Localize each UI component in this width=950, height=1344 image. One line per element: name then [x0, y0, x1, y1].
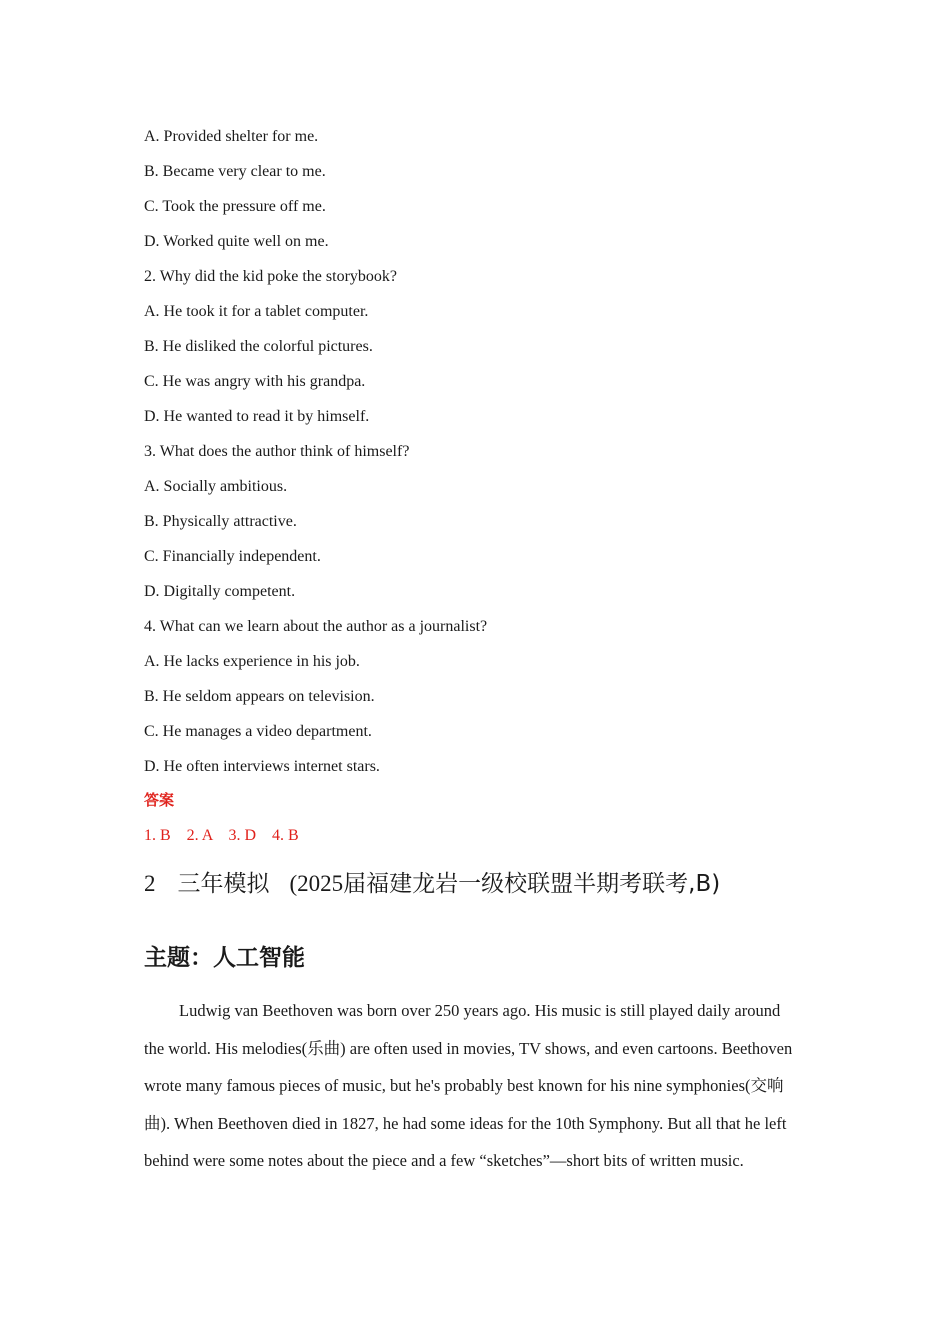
section-title: 三年模拟 [177, 871, 270, 897]
q2-option-c: C. He was angry with his grandpa. [144, 373, 366, 390]
q1-option-a: A. Provided shelter for me. [144, 128, 319, 145]
q4-option-b: B. He seldom appears on television. [144, 688, 375, 705]
q1-option-b: B. Became very clear to me. [144, 163, 326, 180]
q4-option-d: D. He often interviews internet stars. [144, 758, 380, 775]
q4-stem: 4. What can we learn about the author as a journalist? [144, 618, 488, 635]
section-source-text: 届福建龙岩一级校联盟半期考联考,B) [343, 871, 721, 897]
q3-option-c: C. Financially independent. [144, 548, 321, 565]
q2-option-a: A. He took it for a tablet computer. [144, 303, 369, 320]
q2-option-d: D. He wanted to read it by himself. [144, 408, 370, 425]
topic-heading: 主题：人工智能 [144, 945, 305, 971]
q3-stem: 3. What does the author think of himself? [144, 443, 410, 460]
q2-option-b: B. He disliked the colorful pictures. [144, 338, 373, 355]
q4-option-c: C. He manages a video department. [144, 723, 372, 740]
q3-option-a: A. Socially ambitious. [144, 478, 288, 495]
q3-option-d: D. Digitally competent. [144, 583, 296, 600]
section-source [290, 871, 721, 897]
section-number: 2 [144, 871, 156, 896]
answer-label: 答案 [144, 791, 175, 809]
section-source-year: (2025 [289, 871, 344, 896]
q2-stem: 2. Why did the kid poke the storybook? [144, 268, 397, 285]
section-heading [144, 869, 720, 899]
q1-option-d: D. Worked quite well on me. [144, 233, 329, 250]
answer-text: 1. B 2. A 3. D 4. B [144, 827, 299, 844]
q4-option-a: A. He lacks experience in his job. [144, 653, 360, 670]
q1-option-c: C. Took the pressure off me. [144, 198, 326, 215]
passage-paragraph: Ludwig van Beethoven was born over 250 years ago. His music is still played daily around the world. His melodies(乐曲) are often used in movies, TV shows, and even cartoons. Beethoven wrote many famous pieces of music, but he's probably best known for his nine symphonies(交响曲). When Beethoven died in 1827, he had some ideas for the 10th Symphony. But all that he left behind were some notes about the piece and a few “sketches”—short bits of written music. [144, 1001, 793, 1170]
q3-option-b: B. Physically attractive. [144, 513, 297, 530]
